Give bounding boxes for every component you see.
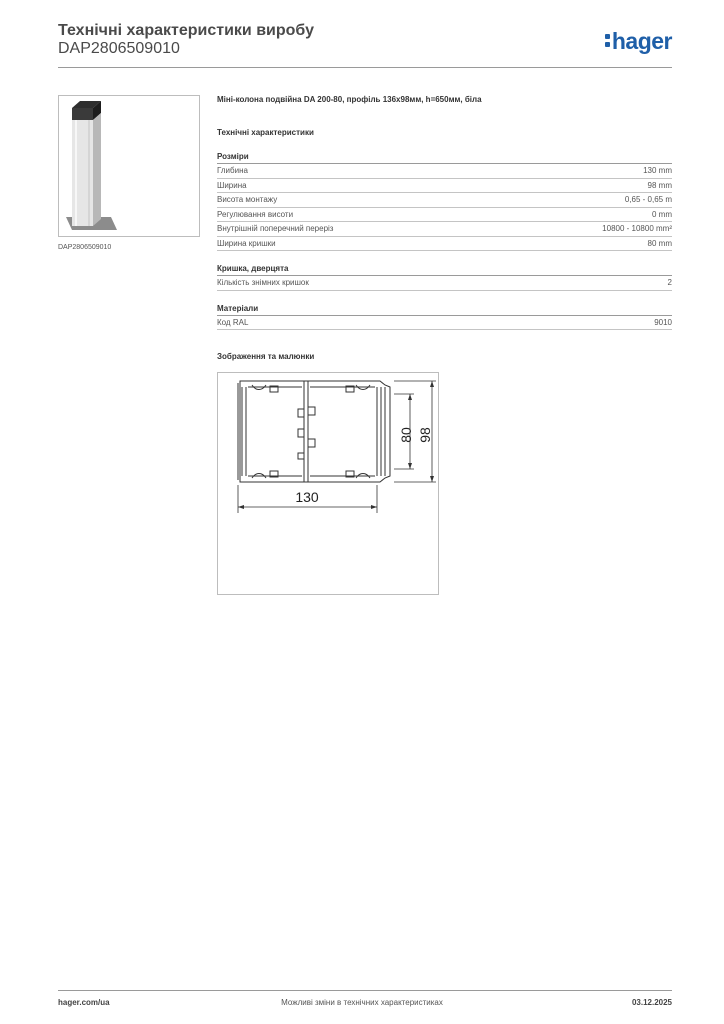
spec-row: [217, 208, 672, 223]
profile-cross-section-drawing: [218, 373, 438, 594]
spec-label: Кількість знімних кришок: [217, 278, 309, 287]
spec-row: [217, 276, 672, 291]
section-title: Розміри: [217, 152, 672, 164]
header-divider: [58, 67, 672, 68]
logo-dots-icon: [605, 33, 610, 48]
spec-label: Висота монтажу: [217, 195, 278, 204]
spec-value: 9010: [654, 317, 672, 327]
spec-value: 98 mm: [647, 180, 672, 190]
spec-value: 0,65 - 0,65 m: [624, 195, 672, 204]
spec-label: Код RAL: [217, 317, 249, 327]
section-materials: [217, 304, 672, 331]
section-title: Матеріали: [217, 304, 672, 316]
specs-heading: Технічні характеристики: [217, 128, 314, 137]
footer-disclaimer: Можливі зміни в технічних характеристиках: [281, 998, 443, 1007]
spec-value: 0 mm: [652, 209, 672, 219]
technical-drawing: [217, 372, 439, 595]
spec-content: [217, 95, 672, 361]
hager-logo: [605, 28, 672, 55]
spec-value: 130 mm: [643, 166, 672, 175]
product-title: Міні-колона подвійна DA 200-80, профіль 136х98мм, h=650мм, біла: [217, 95, 482, 104]
spec-row: [217, 164, 672, 179]
footer-divider: [58, 990, 672, 991]
spec-row: [217, 222, 672, 237]
section-title: Кришка, дверцята: [217, 264, 672, 276]
product-code: DAP2806509010: [58, 40, 180, 57]
spec-row: [217, 237, 672, 252]
spec-value: 2: [667, 278, 672, 287]
section-dimensions: [217, 152, 672, 251]
section-cover: [217, 264, 672, 291]
footer-website-link[interactable]: hager.com/ua: [58, 998, 110, 1007]
spec-row: [217, 179, 672, 194]
footer-date: 03.12.2025: [631, 998, 672, 1007]
spec-value: 80 mm: [647, 238, 672, 248]
product-photo: [58, 95, 200, 237]
drawings-heading: Зображення та малюнки: [217, 352, 315, 361]
spec-label: Глибина: [217, 166, 248, 175]
spec-value: 10800 - 10800 mm²: [602, 224, 672, 233]
photo-caption: DAP2806509010: [58, 244, 112, 251]
spec-row: [217, 193, 672, 208]
spec-label: Регулювання висоти: [217, 209, 294, 219]
dimension-inner-height-label: 80: [398, 427, 414, 443]
spec-label: Внутрішній поперечний переріз: [217, 224, 334, 233]
dimension-outer-height-label: 98: [417, 427, 433, 443]
page-title: Технічні характеристики виробу: [58, 22, 314, 39]
spec-label: Ширина кришки: [217, 238, 276, 248]
spec-row: [217, 316, 672, 331]
mini-column-image: [59, 96, 199, 236]
dimension-width-label: 130: [295, 489, 319, 505]
spec-label: Ширина: [217, 180, 247, 190]
logo-text: hager: [611, 28, 672, 54]
